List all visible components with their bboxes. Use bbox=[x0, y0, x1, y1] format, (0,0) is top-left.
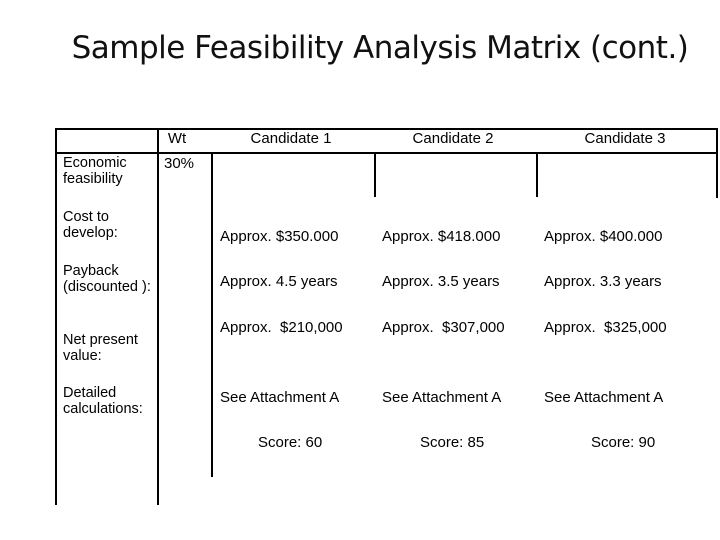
table-left-border bbox=[55, 128, 57, 505]
row-label-npv: Net present value: bbox=[63, 332, 138, 364]
slide-title: Sample Feasibility Analysis Matrix (cont.) bbox=[71, 30, 689, 66]
payback-candidate-2: Approx. 3.5 years bbox=[382, 273, 500, 290]
calculations-candidate-3: See Attachment A bbox=[544, 389, 664, 406]
header-weight: Wt bbox=[167, 130, 187, 147]
payback-candidate-1: Approx. 4.5 years bbox=[220, 273, 338, 290]
row-label-payback: Payback (discounted ): bbox=[63, 263, 151, 295]
category-weight: 30% bbox=[164, 155, 195, 172]
label-column-divider bbox=[157, 128, 159, 505]
category-label: Economic feasibility bbox=[63, 155, 127, 187]
header-candidate-2: Candidate 2 bbox=[412, 130, 494, 147]
candidate1-column-divider bbox=[374, 152, 376, 197]
row-label-cost: Cost to develop: bbox=[63, 209, 118, 241]
header-candidate-1: Candidate 1 bbox=[250, 130, 332, 147]
score-candidate-2: Score: 85 bbox=[420, 434, 485, 451]
score-candidate-1: Score: 60 bbox=[258, 434, 323, 451]
header-bottom-border bbox=[55, 152, 717, 154]
table-right-border bbox=[716, 128, 718, 198]
calculations-candidate-2: See Attachment A bbox=[382, 389, 502, 406]
cost-candidate-1: Approx. $350.000 bbox=[220, 228, 339, 245]
cost-candidate-3: Approx. $400.000 bbox=[544, 228, 663, 245]
npv-candidate-2: Approx. $307,000 bbox=[382, 319, 505, 336]
cost-candidate-2: Approx. $418.000 bbox=[382, 228, 501, 245]
header-candidate-3: Candidate 3 bbox=[584, 130, 666, 147]
payback-candidate-3: Approx. 3.3 years bbox=[544, 273, 662, 290]
npv-candidate-3: Approx. $325,000 bbox=[544, 319, 667, 336]
calculations-candidate-1: See Attachment A bbox=[220, 389, 340, 406]
weight-column-divider bbox=[211, 152, 213, 477]
npv-candidate-1: Approx. $210,000 bbox=[220, 319, 343, 336]
candidate2-column-divider bbox=[536, 152, 538, 197]
score-candidate-3: Score: 90 bbox=[591, 434, 656, 451]
row-label-calculations: Detailed calculations: bbox=[63, 385, 143, 417]
